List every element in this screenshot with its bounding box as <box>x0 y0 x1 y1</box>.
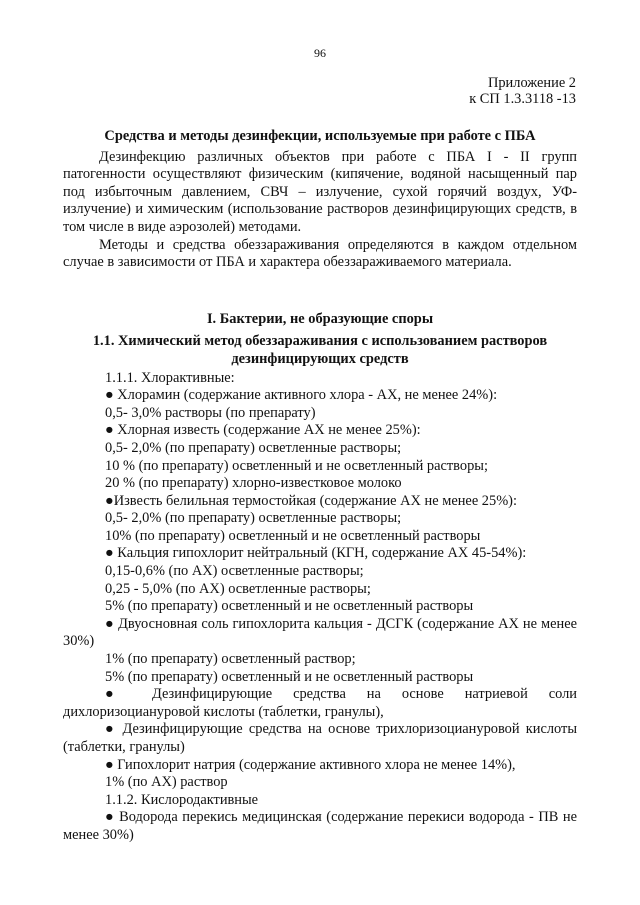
appendix-reference <box>469 76 576 107</box>
subsection-title <box>63 333 577 368</box>
subsection-title-line-2: дезинфицирующих средств <box>231 350 409 367</box>
list-item: ● Хлорамин (содержание активного хлора - АХ, не менее 24%): <box>105 387 498 404</box>
list-item: 1% (по препарату) осветленный раствор; <box>105 651 356 668</box>
list-item: 20 % (по препарату) хлорно-известковое молоко <box>105 475 402 492</box>
list-item: ● Дезинфицирующие средства на основе натриевой соли дихлоризоциануровой кислоты (таблетки, гранулы), <box>63 686 577 720</box>
section-title: I. Бактерии, не образующие споры <box>206 310 434 327</box>
list-item: 0,25 - 5,0% (по АХ) осветленные растворы; <box>105 580 371 597</box>
list-item: ● Гипохлорит натрия (содержание активного хлора не менее 14%), <box>105 756 516 773</box>
document-body <box>63 128 577 845</box>
list-item: ● Водорода перекись медицинская (содержание перекиси водорода - ПВ не менее 30%) <box>63 809 577 843</box>
list-item: 5% (по препарату) осветленный и не осветленный растворы <box>105 598 474 615</box>
document-title: Средства и методы дезинфекции, используемые при работе с ПБА <box>104 128 536 144</box>
list-item: 5% (по препарату) осветленный и не осветленный растворы <box>105 668 474 685</box>
disinfectant-list <box>63 370 577 845</box>
intro-paragraph-2: Методы и средства обеззараживания определяются в каждом отдельном случае в зависимости от ПБА и характера обеззараживаемого материала. <box>63 236 577 271</box>
list-item: 0,5- 3,0% растворы (по препарату) <box>105 404 316 421</box>
list-item: 0,5- 2,0% (по препарату) осветленные растворы; <box>105 439 402 456</box>
list-item: ● Кальция гипохлорит нейтральный (КГН, содержание АХ 45-54%): <box>105 545 527 562</box>
list-item: 0,5- 2,0% (по препарату) осветленные растворы; <box>105 510 402 527</box>
appendix-line-1: Приложение 2 <box>487 75 576 91</box>
subsection-title-line-1: 1.1. Химический метод обеззараживания с использованием растворов <box>92 333 548 350</box>
list-item: ● Хлорная известь (содержание АХ не менее 25%): <box>105 422 421 439</box>
list-item: 1.1.2. Кислородактивные <box>105 791 259 808</box>
list-item: 10% (по препарату) осветленный и не осветленный растворы <box>105 527 481 544</box>
appendix-line-2: к СП 1.3.3118 -13 <box>469 90 576 107</box>
page-number: 96 <box>314 46 326 60</box>
list-item: 10 % (по препарату) осветленный и не осветленный растворы; <box>105 457 488 474</box>
list-item: ● Двуосновная соль гипохлорита кальция - ДСГК (содержание АХ не менее 30%) <box>63 615 577 650</box>
list-item: ●Известь белильная термостойкая (содержание АХ не менее 25%): <box>105 492 517 509</box>
list-item: 1.1.1. Хлорактивные: <box>105 369 235 386</box>
list-item: 1% (по АХ) раствор <box>105 774 228 791</box>
intro-paragraph-1: Дезинфекцию различных объектов при работе с ПБА I - II групп патогенности осуществляют физическим (кипячение, водяной насыщенный пар под избыточным давлением, СВЧ – излучение, сухой горячий воздух, УФ-излучение) и химическим (использование растворов дезинфицирующих средств, в том числе в виде аэрозолей) методами. <box>63 148 577 235</box>
list-item: 0,15-0,6% (по АХ) осветленные растворы; <box>105 563 364 580</box>
list-item: ● Дезинфицирующие средства на основе трихлоризоциануровой кислоты (таблетки, гранулы) <box>63 721 577 755</box>
